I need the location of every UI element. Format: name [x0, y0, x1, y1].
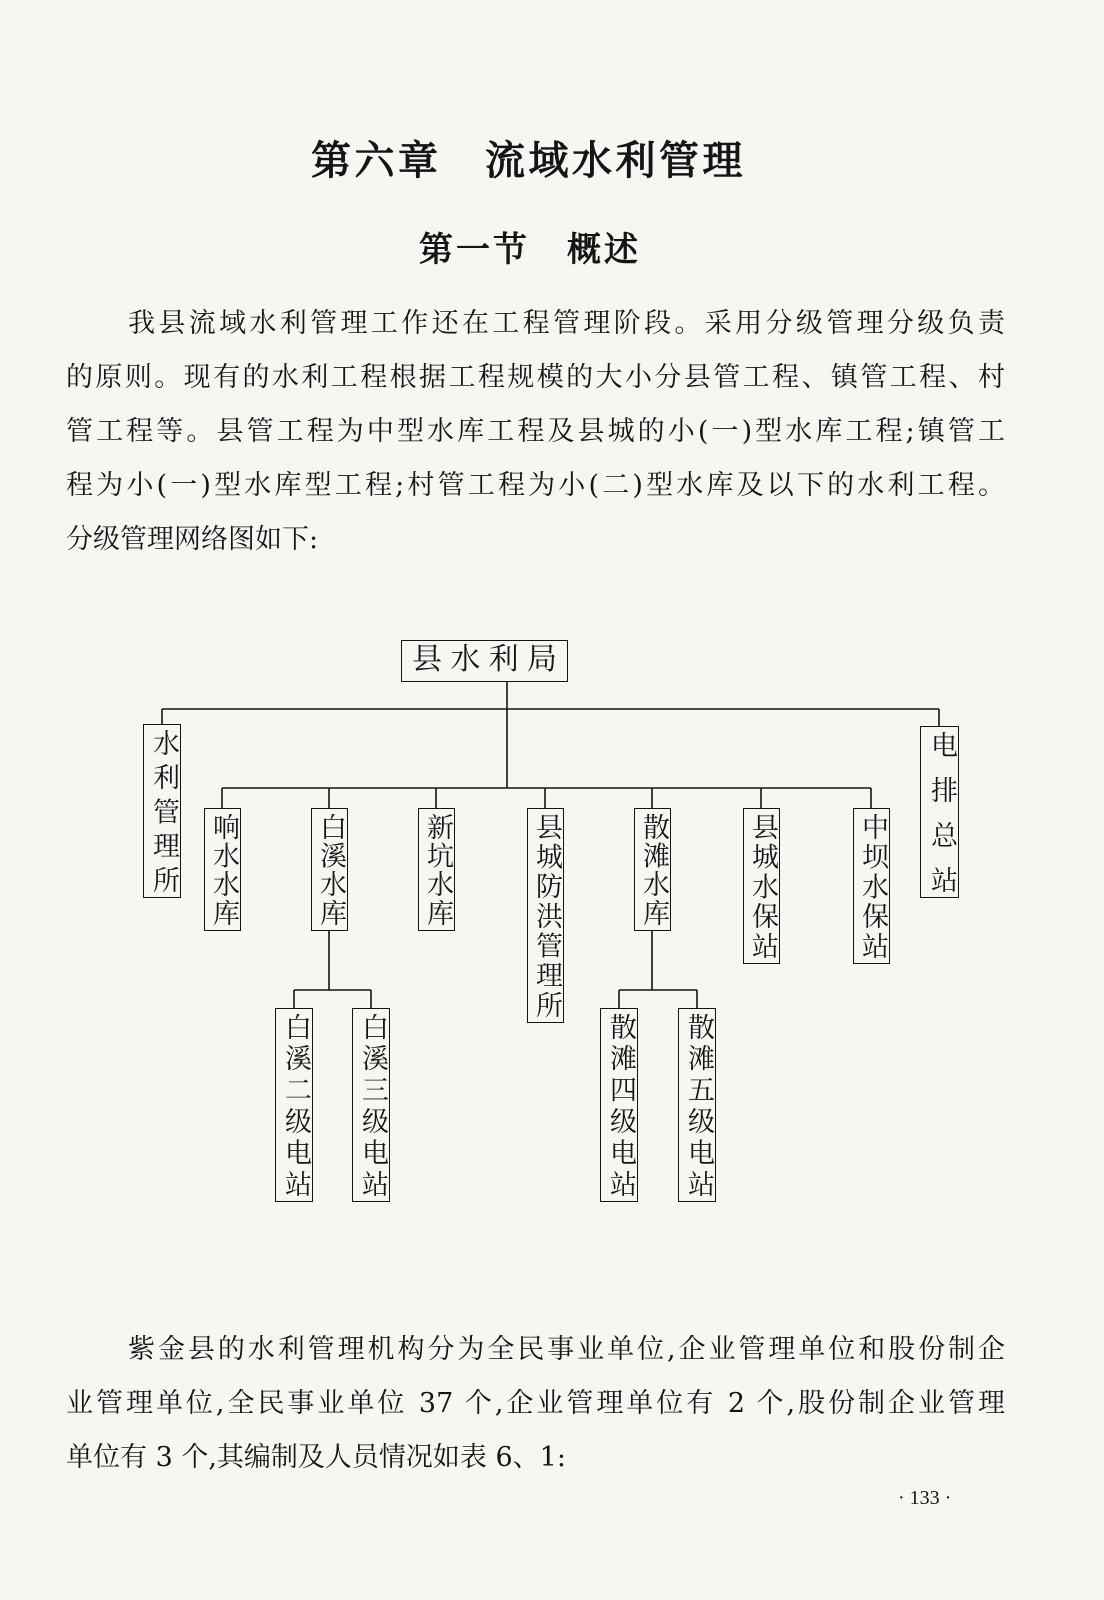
paragraph-institutions: [66, 1323, 1005, 1485]
paragraph-line: 紫金县的水利管理机构分为全民事业单位,企业管理单位和股份制企: [128, 1334, 1005, 1365]
org-node-unit-county-soil-station: 县城水保站: [743, 808, 780, 964]
org-node-santan-station-4: 散滩四级电站: [600, 1008, 638, 1202]
paragraph-line: 管工程等。县管工程为中型水库工程及县城的小(一)型水库工程;镇管工: [66, 416, 1005, 447]
org-node-side-left: 水利管理所: [143, 724, 181, 898]
org-node-baixi-station-2: 白溪二级电站: [275, 1008, 313, 1202]
paragraph-line: 单位有 3 个,其编制及人员情况如表 6、1:: [66, 1442, 566, 1473]
org-node-unit-zhongba-soil-station: 中坝水保站: [853, 808, 890, 964]
org-node-root: 县水利局: [401, 640, 568, 682]
paragraph-line: 我县流域水利管理工作还在工程管理阶段。采用分级管理分级负责: [128, 308, 1005, 339]
section-title: 第一节 概述: [419, 230, 641, 270]
org-node-unit-flood-control: 县城防洪管理所: [527, 808, 564, 1023]
org-node-unit-xinkeng: 新坑水库: [418, 808, 455, 931]
paragraph-line: 的原则。现有的水利工程根据工程规模的大小分县管工程、镇管工程、村: [66, 362, 1005, 393]
org-node-unit-santan: 散滩水库: [634, 808, 671, 931]
paragraph-line: 业管理单位,全民事业单位 37 个,企业管理单位有 2 个,股份制企业管理: [66, 1388, 1005, 1419]
org-node-side-right: 电排总站: [920, 726, 959, 898]
chapter-title: 第六章 流域水利管理: [311, 138, 746, 184]
page-number: · 133 ·: [898, 1487, 952, 1509]
org-node-unit-xiangshui: 响水水库: [204, 808, 241, 931]
org-node-baixi-station-3: 白溪三级电站: [352, 1008, 390, 1202]
paragraph-line: 分级管理网络图如下:: [66, 524, 319, 555]
paragraph-line: 程为小(一)型水库型工程;村管工程为小(二)型水库及以下的水利工程。: [66, 470, 1005, 501]
org-node-santan-station-5: 散滩五级电站: [678, 1008, 716, 1202]
org-node-unit-baixi: 白溪水库: [311, 808, 348, 931]
